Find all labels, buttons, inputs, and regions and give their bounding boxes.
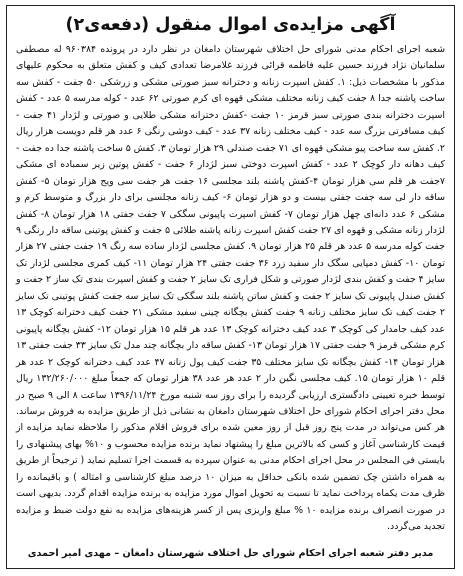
auction-notice [6,5,455,569]
notice-title: آگهی مزایده‌ی اموال منقول (دفعه‌ی۲) [65,15,396,35]
notice-signature: مدیر دفتر شعبه اجرای احکام شورای حل اختلاف شهرستان دامغان – مهدی امیر احمدی [27,548,434,559]
notice-body: شعبه اجرای احکام مدنی شورای حل اختلاف شهرستان دامغان در نظر دارد در پرونده ۹۶۰۳۸۴ له مصطفی سلمانیان نژاد فرزند حسین علیه فاطمه قرائی فرزند غلامرضا تعدادی کیف و کفش متعلق به محکوم علیهای مذکور با مشخصات ذیل: ۱. کفش اسپرت زنانه و دخترانه سبز صورتی مشکی و زرشکی ۵۰ جفت - کفش سه ساخت پاشنه جدا ۸ جفت کیف زنانه مختلف مشکی قهوه ای کرم صورتی ۶۲ عدد - کوله مدرسه ۵ عدد - کفش اسپرت دخترانه بندی صورتی سبز قرمز ۱۰ جفت -کفش دخترانه مشکی طلایی و صورتی و لژدار ۴۱ جفت - کیف مسافرتی بزرگ سه عدد - کیف مختلف زنانه ۳۷ عدد - کیف دوشی رنگی ۶ عدد هر قلم دویست هزار ریال ۲. کفش سه ساخت پیو مشکی قهوه ای ۷۱ جفت صندلی ۲۹ هزار تومان ۳. کفش ۵ ساخت پاشنه جدا ده جفت - کیف دهانه دار کوچک ۲ عدد - کفش اسپرت دوختی سبز لژدار ۶ جفت - کفش پوتین زیر سمباده ای مشکی ۷جفت هر قلم سی هزار تومان ۴-کفش پاشنه بلند مجلسی ۱۶ جفت هر جفت سی ویج هزار تومان ۵- کفش ساقه دار لی سه جفت جفتی بیست و دو هزار تومان ۶- کیف زنانه مجلسی برای دار بزرگ و متوسط کرم و مشکی ۶ عدد دانه‌ای چهل هزار تومان ۷- کفش اسپرت پاپیونی سگکی ۷ جفت جفتی ۱۸ هزار تومان ۸- کفش لژدار زنانه مشکی و قهوه ای ۲۷ جفت کفش اسپرت زنانه پاشنه طلائی ۵ جفت و کفش پوتینی ساقه دار رنگی ۹ جفت کوله مدرسه ۵ عدد هر قلم ۲۵ هزار تومان ۹. کفش مجلسی لژدار ساده سه رنگ ۱۹ جفت جفتی ۲۷ هزار تومان ۱۰- کفش دمپایی سگک دار سفید زرد ۳۶ جفت جفتی ۲۴ هزار تومان ۱۱- کیف کمری مجلسی لژدار تک سایز ۴ جفت و کفش بندی لژدار صورتی و شکل فراری تک سایز ۲ جفت و کفش اسپرت بندی تک ساز ۲ جفت و کفش صندل پاپیونی تک سایز ۲ جفت و کفش ساتن پاشنه بلند سگکی تک سایز سه جفت کفش پوتینی تک سایز ۲ جفت کیف تک سایز مختلف زنانه ۹ جفت کفش بچگانه چینی سفید مشکی ۲۱ جفت کیف دخترانه کوچک ۱۳ عدد کیف جامدار کی کوچک ۳ عدد کیف دخترانه کوچک ۱۳ عدد هر قلم ۱۵ هزار تومان ۱۲- کفش بچگانه پاپیونی کرم مشکی قرمز ۹ جفت جفتی ۱۷ هزار تومان ۱۳- کفش ساقه دار بچگانه چند مدل تک سایز ۳۳ جفت جفتی ۱۳ هزار تومان ۱۴- کفش بچگانه تک سایز مختلف ۳۵ جفت کیف پول زنانه ۴۷ عدد کیف دخترانه کوچک ۲ عدد هر قلم ۱۰ هزار تومان ۱۵. کیف مجلسی نگین دار ۲ عدد هر عدد ۳۸ هزار تومان که جمعاً مبلغ ۱۳۲/۲۶۰/۰۰۰ ریال توسط خبره تعیینی دادگستری ارزیابی گردیده را برای روز سه شنبه مورخ ۱۳۹۶/۱۱/۲۴ ساعت ۸ الی ۹ صبح در محل دفتر اجرای احکام شورای حل اختلاف شهرستان دامغان به نشانی ذیل از طریق مزایده به فروش برساند. هر کس می‌تواند در مدت پنج روز قبل از روز معین شده برای فروش اقلام مذکور را ملاحظه نماید مزایده از قیمت کارشناسی آغاز و کسی که بالاترین مبلغ را پیشنهاد نماید برنده مزایده محسوب و ۱۰% بهای پیشنهادی را بایستی فی المجلس در محل اجرای احکام مدنی به عنوان سپرده به قسمت اجرا تسلیم نماید ( ترجیحاً از طریق به همراه داشتن چک تضمین شده بانکی حداقل به میزان ۱۰ درصد مبلغ کارشناسی و امثاله ) و باقیمانده را ظرف مدت یکماه پرداخت نماید تا نسبت به تحویل اموال مورد مزایده به برنده مزایده اقدام گردد. بدیهی است در صورت انصراف برنده مزایده ۱۰ % مبلغ واریزی پس از کسر هزینه‌های مزایده به نفع دولت ضبط و مزایده تجدید می‌گردد. [16,44,446,533]
